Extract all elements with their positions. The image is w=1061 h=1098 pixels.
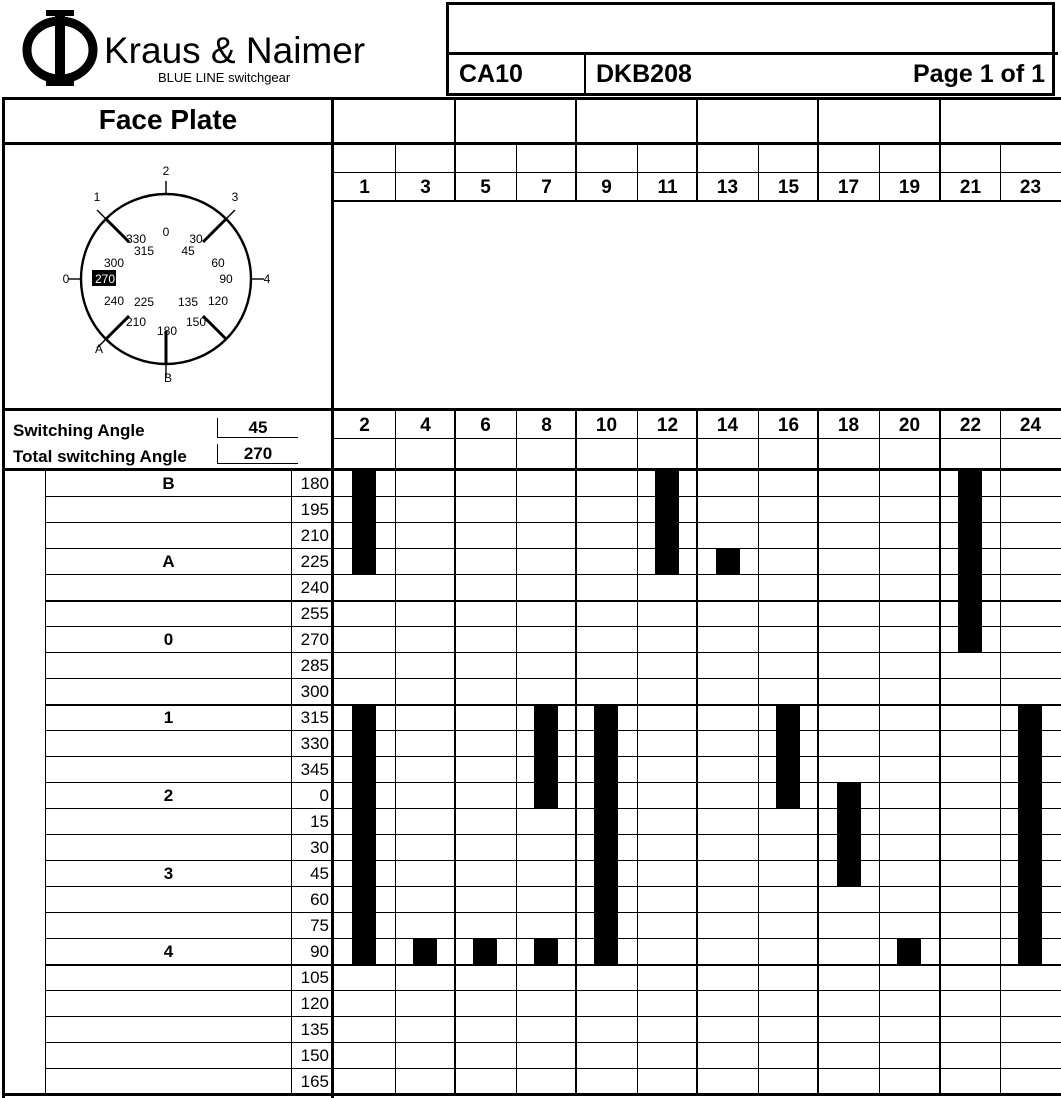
svg-text:225: 225 bbox=[133, 295, 155, 309]
angle-label: 255 bbox=[300, 604, 329, 623]
row-divider bbox=[45, 912, 1061, 913]
terminal-top-13: 13 bbox=[716, 177, 739, 198]
row-divider bbox=[45, 548, 1061, 549]
brand-name: Kraus & Naimer bbox=[104, 30, 366, 71]
terminal-bottom-12: 12 bbox=[656, 415, 679, 436]
terminal-top-19: 19 bbox=[898, 177, 921, 198]
angle-label: 210 bbox=[300, 526, 329, 545]
svg-text:90: 90 bbox=[219, 272, 233, 286]
terminal-top-5: 5 bbox=[480, 177, 491, 198]
angle-label: 0 bbox=[319, 786, 329, 805]
contact-bar bbox=[352, 470, 376, 574]
model-label: CA10 bbox=[459, 60, 523, 88]
grid-line bbox=[334, 438, 1061, 439]
svg-text:150: 150 bbox=[185, 315, 207, 329]
grid-line bbox=[334, 172, 1061, 173]
group-header-row bbox=[334, 100, 1061, 142]
grid-gap bbox=[758, 100, 759, 142]
contact-bar bbox=[473, 938, 497, 964]
position-label-a: A bbox=[162, 552, 175, 571]
angle-label: 315 bbox=[300, 708, 329, 727]
schematic-area bbox=[334, 202, 1061, 408]
svg-text:120: 120 bbox=[207, 294, 229, 308]
angle-label: 120 bbox=[300, 994, 329, 1013]
row-divider bbox=[45, 678, 1061, 679]
svg-text:180: 180 bbox=[156, 324, 178, 338]
grid-gap bbox=[879, 100, 880, 142]
terminal-top-9: 9 bbox=[601, 177, 612, 198]
terminal-bottom-18: 18 bbox=[837, 415, 860, 436]
position-label-4: 4 bbox=[163, 942, 174, 961]
angle-label: 150 bbox=[300, 1046, 329, 1065]
row-divider bbox=[45, 886, 1061, 887]
contact-bar bbox=[534, 704, 558, 808]
svg-text:315: 315 bbox=[133, 244, 155, 258]
terminal-top-1: 1 bbox=[359, 177, 370, 198]
svg-text:45: 45 bbox=[181, 244, 195, 258]
svg-text:30: 30 bbox=[189, 232, 203, 246]
row-divider bbox=[45, 600, 1061, 602]
row-divider bbox=[45, 496, 1061, 497]
row-divider bbox=[45, 964, 1061, 966]
angle-label: 240 bbox=[300, 578, 329, 597]
contact-bar bbox=[594, 704, 618, 964]
contact-bar bbox=[534, 938, 558, 964]
grid-gap bbox=[637, 100, 638, 142]
terminal-bottom-4: 4 bbox=[420, 415, 431, 436]
pos-label-0: 0 bbox=[62, 272, 70, 286]
terminal-bottom-10: 10 bbox=[595, 415, 618, 436]
pos-label-a: A bbox=[94, 342, 104, 356]
pos-label-4: 4 bbox=[263, 272, 271, 286]
angle-label: 180 bbox=[300, 474, 329, 493]
position-label-b: B bbox=[162, 474, 175, 493]
contact-bar bbox=[897, 938, 921, 964]
angle-label: 15 bbox=[310, 812, 329, 831]
angle-label: 345 bbox=[300, 760, 329, 779]
terminal-top-11: 11 bbox=[657, 177, 678, 198]
pos-label-b: B bbox=[163, 371, 173, 385]
terminal-bottom-2: 2 bbox=[359, 415, 370, 436]
angle-label: 285 bbox=[300, 656, 329, 675]
contact-bar bbox=[776, 704, 800, 808]
terminal-top-23: 23 bbox=[1019, 177, 1042, 198]
angle-label: 135 bbox=[300, 1020, 329, 1039]
row-divider bbox=[45, 808, 1061, 809]
terminal-bottom-22: 22 bbox=[959, 415, 982, 436]
angle-label: 75 bbox=[310, 916, 329, 935]
angle-label: 30 bbox=[310, 838, 329, 857]
angle-label: 195 bbox=[300, 500, 329, 519]
terminal-bottom-24: 24 bbox=[1019, 415, 1042, 436]
row-divider bbox=[45, 990, 1061, 991]
terminal-top-21: 21 bbox=[959, 177, 982, 198]
terminal-bottom-14: 14 bbox=[716, 415, 739, 436]
svg-text:270: 270 bbox=[94, 272, 116, 286]
contact-bar bbox=[352, 704, 376, 964]
contact-bar bbox=[837, 782, 861, 886]
contact-bar bbox=[655, 470, 679, 574]
sub-brand: BLUE LINE switchgear bbox=[158, 70, 291, 85]
position-label-2: 2 bbox=[163, 786, 174, 805]
grid-gap bbox=[395, 100, 396, 142]
face-plate-title: Face Plate bbox=[98, 104, 238, 135]
row-divider bbox=[45, 1016, 1061, 1017]
pos-label-1: 1 bbox=[93, 190, 101, 204]
svg-text:135: 135 bbox=[177, 295, 199, 309]
terminal-bottom-20: 20 bbox=[898, 415, 921, 436]
angle-label: 45 bbox=[310, 864, 329, 883]
row-divider bbox=[45, 574, 1061, 575]
svg-text:0: 0 bbox=[162, 225, 170, 239]
page-indicator: Page 1 of 1 bbox=[913, 60, 1045, 88]
pos-label-2: 2 bbox=[162, 164, 170, 178]
terminal-top-3: 3 bbox=[420, 177, 431, 198]
total-switching-angle-value: 270 bbox=[217, 444, 298, 464]
angle-label: 105 bbox=[300, 968, 329, 987]
terminal-bottom-8: 8 bbox=[541, 415, 552, 436]
contact-bar bbox=[1018, 704, 1042, 964]
row-divider bbox=[45, 1068, 1061, 1069]
terminal-bottom-6: 6 bbox=[480, 415, 491, 436]
switching-angle-label: Switching Angle bbox=[13, 421, 145, 440]
position-label-0: 0 bbox=[163, 630, 174, 649]
angle-label: 90 bbox=[310, 942, 329, 961]
row-divider bbox=[45, 522, 1061, 523]
angle-label: 165 bbox=[300, 1072, 329, 1091]
contact-bar bbox=[413, 938, 437, 964]
angle-label: 225 bbox=[300, 552, 329, 571]
grid-gap bbox=[1000, 100, 1001, 142]
row-divider bbox=[45, 626, 1061, 627]
terminal-top-15: 15 bbox=[777, 177, 800, 198]
terminal-top-17: 17 bbox=[837, 177, 860, 198]
angle-label: 270 bbox=[300, 630, 329, 649]
pos-label-3: 3 bbox=[231, 190, 239, 204]
svg-text:300: 300 bbox=[103, 256, 125, 270]
row-divider bbox=[45, 652, 1061, 653]
svg-text:210: 210 bbox=[125, 315, 147, 329]
terminal-bottom-16: 16 bbox=[777, 415, 800, 436]
svg-text:240: 240 bbox=[103, 294, 125, 308]
angle-label: 330 bbox=[300, 734, 329, 753]
total-switching-angle-label: Total switching Angle bbox=[13, 447, 187, 466]
position-label-1: 1 bbox=[163, 708, 174, 727]
angle-label: 300 bbox=[300, 682, 329, 701]
document-code: DKB208 bbox=[596, 60, 692, 88]
row-divider bbox=[45, 1042, 1061, 1043]
svg-text:330: 330 bbox=[125, 232, 147, 246]
angle-label: 60 bbox=[310, 890, 329, 909]
contact-bar bbox=[958, 470, 982, 652]
grid-gap bbox=[516, 100, 517, 142]
svg-text:60: 60 bbox=[211, 256, 225, 270]
contact-bar bbox=[716, 548, 740, 574]
row-divider bbox=[45, 834, 1061, 835]
row-divider bbox=[45, 860, 1061, 861]
terminal-top-7: 7 bbox=[541, 177, 552, 198]
position-label-3: 3 bbox=[163, 864, 174, 883]
switching-angle-value: 45 bbox=[217, 418, 298, 438]
